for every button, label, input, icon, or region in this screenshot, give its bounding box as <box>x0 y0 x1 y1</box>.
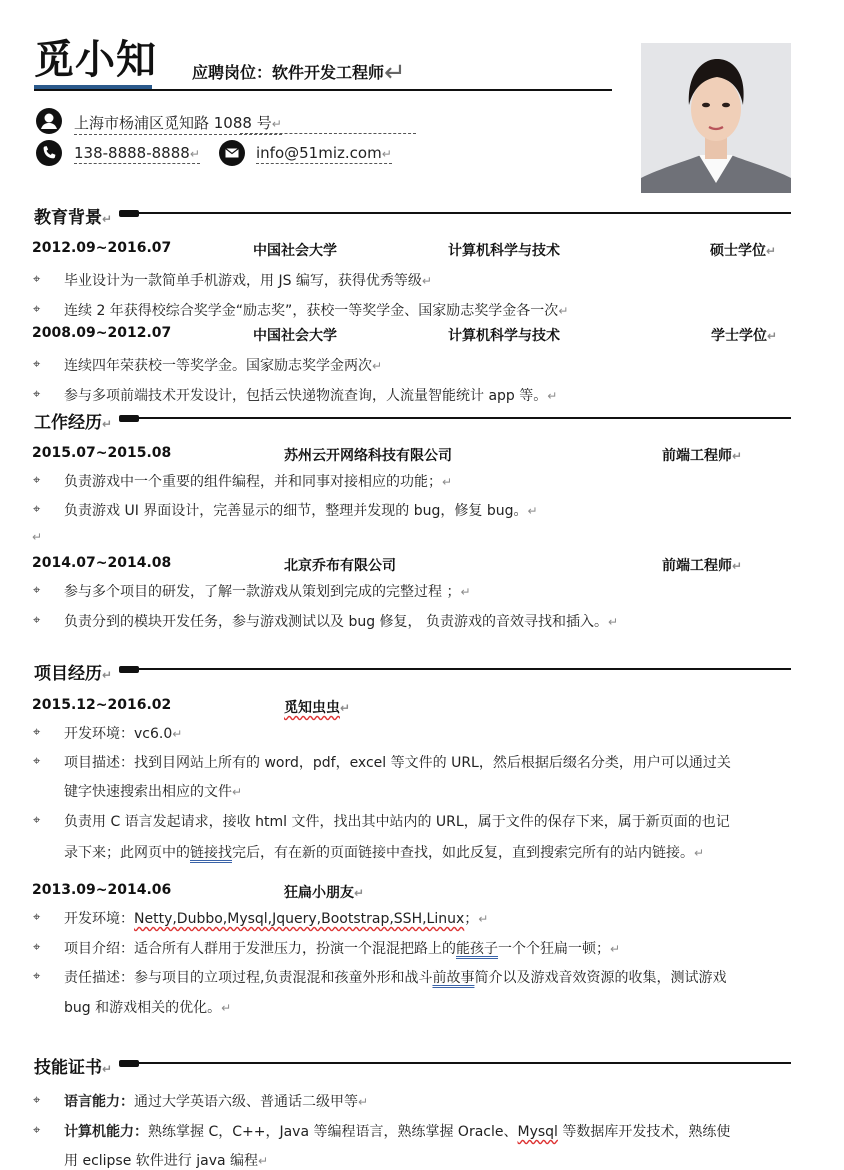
project-bullet-line: 负责用 C 语言发起请求，接收 html 文件，找出其中站内的 URL，属于文件的保存下来，属于新页面的也记 <box>64 814 730 830</box>
paragraph-mark-icon: ↵ <box>384 58 406 88</box>
edu-degree <box>711 325 777 345</box>
work-company: 苏州云开网络科技有限公司 <box>284 448 452 464</box>
projects-title-text: 项目经历 <box>34 664 102 684</box>
skill-computer <box>64 1121 730 1141</box>
project-bullet-text: bug 和游戏相关的优化。 <box>64 1000 222 1016</box>
header-rule <box>34 89 612 91</box>
bullet-icon: ⌖ <box>33 813 41 828</box>
project-bullet-text: 录下来；此网页中的 <box>64 845 190 861</box>
project-name-text: 狂扁小朋友 <box>284 885 354 901</box>
paragraph-mark-icon: ↵ <box>102 417 113 431</box>
work-date: 2014.07~2014.08 <box>32 555 172 571</box>
work-role <box>662 445 742 465</box>
section-rule <box>119 212 791 214</box>
work-bullet <box>64 611 618 631</box>
paragraph-mark-icon: ↵ <box>340 701 351 715</box>
education-title <box>34 203 112 228</box>
paragraph-mark-icon: ↵ <box>478 912 489 926</box>
edu-date: 2008.09~2012.07 <box>32 325 172 341</box>
edu-bullet <box>64 300 568 320</box>
job-title <box>192 55 406 88</box>
paragraph-mark-icon: ↵ <box>558 304 569 318</box>
project-bullet-text: ； <box>464 911 479 927</box>
bullet-icon: ⌖ <box>33 613 41 628</box>
email-text <box>256 144 392 164</box>
work-bullet-text: 负责游戏中一个重要的组件编程，并和同事对接相应的功能； <box>64 474 442 490</box>
paragraph-mark-icon: ↵ <box>32 530 43 544</box>
skill-label: 计算机能力： <box>64 1124 148 1140</box>
grammar-marked-text: 链接找 <box>190 845 232 861</box>
edu-major: 计算机科学与技术 <box>448 243 560 259</box>
section-rule <box>119 668 791 670</box>
work-bullet-text: 参与多个项目的研发，了解一款游戏从策划到完成的完整过程 ； <box>64 584 461 600</box>
work-bullet-text: 负责游戏 UI 界面设计，完善显示的细节，整理并发现的 bug，修复 bug。 <box>64 503 528 519</box>
paragraph-mark-icon: ↵ <box>421 274 432 288</box>
edu-date: 2012.09~2016.07 <box>32 240 172 256</box>
bullet-icon: ⌖ <box>33 387 41 402</box>
project-date: 2013.09~2014.06 <box>32 882 172 898</box>
bullet-icon: ⌖ <box>33 1093 41 1108</box>
skill-computer-line2 <box>64 1150 268 1170</box>
project-name <box>284 697 350 717</box>
bullet-icon: ⌖ <box>33 502 41 517</box>
edu-bullet-text: 连续 2 年获得校综合奖学金“励志奖”，获校一等奖学金、国家励志奖学金各一次 <box>64 303 559 319</box>
project-bullet-text: 责任描述：参与项目的立项过程,负责混混和孩童外形和战斗 <box>64 970 433 986</box>
work-bullet <box>64 500 538 520</box>
work-bullet-text: 负责分到的模块开发任务，参与游戏测试以及 bug 修复， 负责游戏的音效寻找和插入。 <box>64 614 608 630</box>
skills-title <box>34 1053 112 1078</box>
work-company: 北京乔布有限公司 <box>284 558 396 574</box>
project-name <box>284 882 364 902</box>
project-date: 2015.12~2016.02 <box>32 697 172 713</box>
profile-photo <box>641 43 791 193</box>
paragraph-mark-icon: ↵ <box>354 886 365 900</box>
work-date: 2015.07~2015.08 <box>32 445 172 461</box>
edu-bullet <box>64 270 432 290</box>
section-rule <box>119 1062 791 1064</box>
bullet-icon: ⌖ <box>33 583 41 598</box>
skill-label: 语言能力： <box>64 1094 134 1110</box>
paragraph-mark-icon: ↵ <box>766 244 777 258</box>
edu-major: 计算机科学与技术 <box>448 328 560 344</box>
project-bullet <box>64 723 182 743</box>
education-title-text: 教育背景 <box>34 208 102 228</box>
bullet-icon: ⌖ <box>33 725 41 740</box>
project-bullet-text: 开发环境： <box>64 911 134 927</box>
paragraph-mark-icon: ↵ <box>767 329 778 343</box>
job-title-text: 应聘岗位：软件开发工程师 <box>192 63 385 82</box>
paragraph-mark-icon: ↵ <box>358 1095 369 1109</box>
project-bullet <box>64 938 620 958</box>
project-bullet-text: 开发环境：vc6.0 <box>64 726 173 742</box>
bullet-icon: ⌖ <box>33 302 41 317</box>
bullet-icon: ⌖ <box>33 754 41 769</box>
work-bullet <box>64 471 452 491</box>
edu-bullet <box>64 355 382 375</box>
grammar-marked-text: 前故事 <box>432 970 475 986</box>
work-title-text: 工作经历 <box>34 413 102 433</box>
phone-text <box>74 144 200 164</box>
spell-marked-text: Mysql <box>517 1124 558 1140</box>
mail-icon <box>219 140 245 166</box>
project-bullet-line <box>64 842 704 862</box>
paragraph-mark-icon: ↵ <box>381 147 392 161</box>
bullet-icon: ⌖ <box>33 910 41 925</box>
paragraph-mark-icon: ↵ <box>608 615 619 629</box>
work-role <box>662 555 742 575</box>
edu-bullet <box>64 385 557 405</box>
paragraph-mark-icon: ↵ <box>610 942 621 956</box>
paragraph-mark-icon: ↵ <box>221 1001 232 1015</box>
project-bullet-text: 键字快速搜索出相应的文件 <box>64 784 232 800</box>
bullet-icon: ⌖ <box>33 272 41 287</box>
section-rule <box>119 417 791 419</box>
edu-school: 中国社会大学 <box>253 243 337 259</box>
edu-bullet-text: 连续四年荣获校一等奖学金。国家励志奖学金两次 <box>64 358 372 374</box>
grammar-marked-text: 能孩子 <box>456 941 498 957</box>
paragraph-mark-icon: ↵ <box>271 117 282 131</box>
projects-title <box>34 659 112 684</box>
edu-bullet-text: 参与多项前端技术开发设计，包括云快递物流查询，人流量智能统计 app 等。 <box>64 388 548 404</box>
paragraph-mark-icon: ↵ <box>547 389 558 403</box>
bullet-icon: ⌖ <box>33 1123 41 1138</box>
paragraph-mark-icon: ↵ <box>694 846 705 860</box>
skill-text: 通过大学英语六级、普通话二级甲等 <box>134 1094 358 1110</box>
paragraph-mark-icon: ↵ <box>460 585 471 599</box>
paragraph-mark-icon: ↵ <box>102 1062 113 1076</box>
paragraph-mark-icon: ↵ <box>732 559 743 573</box>
project-bullet <box>64 908 488 928</box>
address-dash-line <box>240 133 416 134</box>
bullet-icon: ⌖ <box>33 473 41 488</box>
email-value: info@51miz.com <box>256 144 382 162</box>
skill-text: 熟练掌握 C，C++，Java 等编程语言，熟练掌握 Oracle、 <box>148 1124 518 1140</box>
bullet-icon: ⌖ <box>33 969 41 984</box>
paragraph-mark-icon: ↵ <box>102 668 113 682</box>
skill-text: 用 eclipse 软件进行 java 编程 <box>64 1153 259 1169</box>
user-icon <box>36 108 62 134</box>
paragraph-mark-icon: ↵ <box>442 475 453 489</box>
skills-title-text: 技能证书 <box>34 1058 102 1078</box>
edu-degree-text: 硕士学位 <box>710 243 766 259</box>
paragraph-mark-icon: ↵ <box>172 727 183 741</box>
project-bullet-line <box>64 781 242 801</box>
paragraph-mark-icon: ↵ <box>258 1154 269 1168</box>
paragraph-mark-icon: ↵ <box>232 785 243 799</box>
skill-language <box>64 1091 368 1111</box>
address-value: 上海市杨浦区觅知路 1088 号 <box>74 114 272 132</box>
project-bullet-text: 一个个狂扁一顿； <box>498 941 610 957</box>
paragraph-mark-icon: ↵ <box>732 449 743 463</box>
bullet-icon: ⌖ <box>33 940 41 955</box>
project-bullet-line <box>64 997 231 1017</box>
project-bullet-line <box>64 967 726 987</box>
project-bullet-text: 项目介绍：适合所有人群用于发泄压力，扮演一个混混把路上的 <box>64 941 456 957</box>
edu-bullet-text: 毕业设计为一款简单手机游戏，用 JS 编写，获得优秀等级 <box>64 273 422 289</box>
spell-marked-text: Netty,Dubbo,Mysql,Jquery,Bootstrap,SSH,Linux <box>134 911 465 927</box>
address-text <box>74 112 282 135</box>
work-role-text: 前端工程师 <box>662 448 732 464</box>
phone-value: 138-8888-8888 <box>74 144 190 162</box>
project-name-text: 觅知虫虫 <box>284 700 340 716</box>
edu-degree-text: 学士学位 <box>711 328 767 344</box>
paragraph-mark-icon: ↵ <box>102 212 113 226</box>
project-bullet-text: 完后，有在新的页面链接中查找，如此反复，直到搜索完所有的站内链接。 <box>232 845 694 861</box>
work-title <box>34 408 112 433</box>
work-role-text: 前端工程师 <box>662 558 732 574</box>
edu-degree <box>710 240 776 260</box>
project-bullet-line: 项目描述：找到目网站上所有的 word，pdf，excel 等文件的 URL，然后根据后缀名分类，用户可以通过关 <box>64 755 731 771</box>
edu-school: 中国社会大学 <box>253 328 337 344</box>
skill-text: 等数据库开发技术，熟练使 <box>557 1124 731 1140</box>
bullet-icon: ⌖ <box>33 357 41 372</box>
paragraph-mark-icon: ↵ <box>527 504 538 518</box>
paragraph-mark-icon: ↵ <box>372 359 383 373</box>
phone-icon <box>36 140 62 166</box>
work-bullet <box>64 581 471 601</box>
candidate-name: 觅小知 <box>34 37 157 83</box>
project-bullet-text: 简介以及游戏音效资源的收集，测试游戏 <box>474 970 727 986</box>
paragraph-mark-icon: ↵ <box>189 147 200 161</box>
